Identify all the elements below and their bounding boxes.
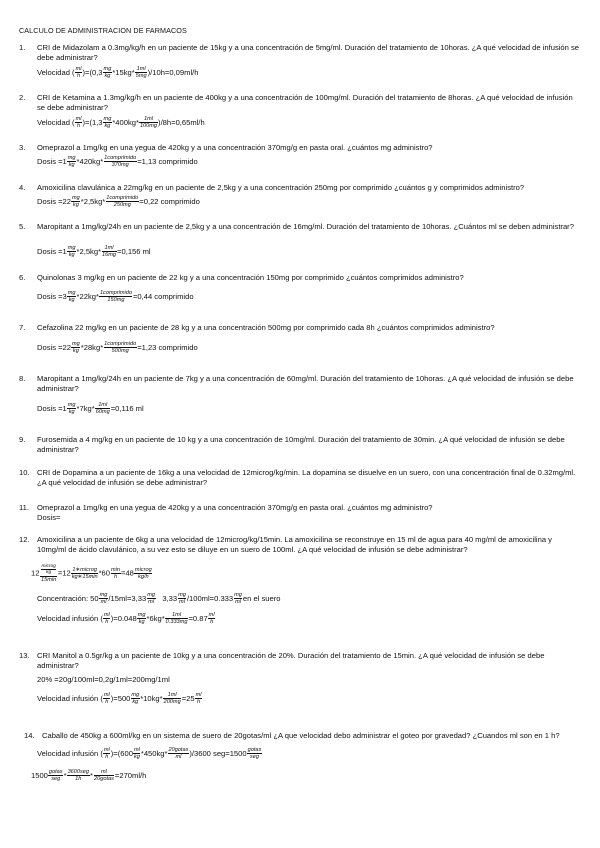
- fraction: $\frac{\text{gotas}}{\text{seg}}$: [48, 769, 63, 783]
- question-number: 10.: [19, 468, 30, 477]
- fraction: $\frac{\text{gotas}}{\text{seg}}$: [247, 747, 262, 761]
- question-5: [19, 222, 579, 232]
- question-number: 9.: [19, 435, 26, 444]
- answer-12-line-2: Concentración: 50 $\frac{mg}{ml}$ /15ml=3,33 $\frac{mg}{ml}$ 3,33 $\frac{mg}{ml}$ /100ml=0.333 $\frac{mg}{ml}$ en el suero: [37, 592, 281, 606]
- question-text: Amoxicilina clavulánica a 22mg/kg en un paciente de 2,5kg y a una concentración 250mg por comprimido ¿cuántos g y comprimidos administro?: [37, 183, 525, 192]
- question-number: 14.: [24, 731, 35, 740]
- page-title: CALCULO DE ADMINISTRACION DE FARMACOS: [19, 26, 187, 35]
- fraction: $\frac{\text{20gotas}}{ml}$: [168, 747, 189, 761]
- answer-4: Dosis =22 $\frac{mg}{kg}$ *2,5kg* $\frac{\text{1comprimido}}{250mg}$ =0,22 comprimido: [37, 195, 200, 209]
- fraction: $\frac{ml}{h}$: [75, 66, 82, 80]
- question-8: [19, 374, 579, 395]
- question-9: [19, 435, 579, 456]
- fraction: $\frac{ml}{h}$: [103, 747, 110, 761]
- fraction: $\frac{\frac{\text{microg}}{kg}}{15\min}$: [41, 564, 57, 583]
- answer-5: Dosis =1 $\frac{mg}{kg}$ *2,5kg* $\frac{1ml}{16mg}$ =0,156 ml: [37, 245, 151, 259]
- fraction: $\frac{mg}{kg}$: [71, 341, 80, 355]
- question-number: 1.: [19, 43, 26, 52]
- fraction: $\frac{\text{3600seg}}{1h}$: [67, 769, 90, 783]
- fraction: $\frac{mg}{kg}$: [103, 66, 112, 80]
- question-number: 4.: [19, 183, 26, 192]
- question-number: 8.: [19, 374, 26, 383]
- question-text: CRI de Ketamina a 1.3mg/kg/h en un paciente de 400kg y a una concentración de 100mg/ml. Duración del tratamiento de 8horas. ¿A qué velocidad de infusión se debe administrar?: [37, 93, 573, 113]
- answer-12-line-3: Velocidad infusión ( $\frac{ml}{h}$ )=0.048 $\frac{mg}{kg}$ *6kg* $\frac{1ml}{0.333mg}$ =0.87 $\frac{ml}{h}$: [37, 612, 215, 626]
- question-10: [19, 468, 579, 489]
- answer-6: Dosis =3 $\frac{mg}{kg}$ *22kg* $\frac{\text{1comprimido}}{150mg}$ =0,44 comprimido: [37, 290, 194, 304]
- fraction: $\frac{1ml}{0.333mg}$: [165, 612, 188, 626]
- fraction: $\frac{mg}{ml}$: [147, 592, 155, 606]
- question-text: Omeprazol a 1mg/kg en una yegua de 420kg y a una concentración 370mg/g en pasta oral. ¿cuántos mg administro?: [37, 503, 433, 512]
- question-number: 7.: [19, 323, 26, 332]
- question-14: [24, 731, 584, 741]
- fraction: $\frac{mg}{kg}$: [71, 195, 80, 209]
- question-text: CRI de Dopamina a un paciente de 16kg a una velocidad de 12microg/kg/min. La dopamina se disuelve en un suero, con una concentración final de 0.32mg/ml. ¿A qué velocidad de infusión se debe administrar?: [37, 468, 576, 488]
- question-number: 2.: [19, 93, 26, 102]
- answer-7: Dosis =22 $\frac{mg}{kg}$ *28kg* $\frac{\text{1comprimido}}{500mg}$ =1,23 comprimido: [37, 341, 198, 355]
- answer-14-line-1: Velocidad infusión ( $\frac{ml}{h}$ )=(600 $\frac{ml}{kg}$ *450kg* $\frac{\text{20gotas}}{ml}$ )/3600 seg=1500 $\frac{\text{gotas}}{\text{seg}}$: [37, 747, 262, 761]
- fraction: $\frac{mg}{kg}$: [137, 612, 146, 626]
- answer-1: Velocidad ( $\frac{ml}{h}$ )=(0,3 $\frac{mg}{kg}$ *15kg* $\frac{1ml}{5mg}$ )/10h=0,09ml/h: [37, 66, 199, 80]
- question-2: [19, 93, 579, 114]
- fraction: $\frac{1ml}{200mg}$: [163, 692, 181, 706]
- answer-13-line-2: Velocidad infusión ( $\frac{ml}{h}$ )=500 $\frac{mg}{kg}$ *10kg* $\frac{1ml}{200mg}$ =25 $\frac{ml}{h}$: [37, 692, 202, 706]
- fraction: $\frac{mg}{ml}$: [234, 592, 242, 606]
- question-number: 3.: [19, 143, 26, 152]
- fraction: $\frac{mg}{kg}$: [67, 245, 76, 259]
- question-text: Amoxicilina a un paciente de 6kg a una velocidad de 12microg/kg/15min. La amoxicilina se reconstruye en 15 ml de agua para 40 mg/ml de amoxicilina y 10mg/ml de ácido clavulánico, a su vez esto se diluye en un suero de 100ml. ¿A qué velocidad de infusión se debe administrar?: [37, 535, 552, 555]
- question-number: 5.: [19, 222, 26, 231]
- question-text: Quinolonas 3 mg/kg en un paciente de 22 kg y a una concentración 150mg por comprimido ¿cuántos comprimidos administro?: [37, 273, 464, 282]
- fraction: $\frac{\text{1comprimido}}{150mg}$: [99, 290, 132, 304]
- fraction: $\frac{\text{microg}}{kg/h}$: [134, 566, 152, 581]
- question-number: 12.: [19, 535, 30, 544]
- question-1: [19, 43, 579, 64]
- fraction: $\frac{mg}{kg}$: [131, 692, 140, 706]
- fraction: $\frac{1ml}{16mg}$: [102, 245, 117, 259]
- question-3: [19, 143, 579, 153]
- fraction: $\frac{\text{1∗microg}}{kg∗15\min}$: [71, 566, 98, 581]
- answer-12-line-1: 12 $\frac{\frac{\text{microg}}{kg}}{15\min}$ =12 $\frac{\text{1∗microg}}{kg∗15\min}$ *60 $\frac{\min}{h}$ =48 $\frac{\text{microg}}{kg/h}$: [31, 564, 152, 583]
- question-text: Maropitant a 1mg/kg/24h en un paciente de 2,5kg y a una concentración de 16mg/ml. Duración del tratamiento de 10horas. ¿Cuántos ml se deben administrar?: [37, 222, 574, 231]
- question-12: [19, 535, 579, 556]
- fraction: $\frac{\text{1comprimido}}{370mg}$: [104, 155, 137, 169]
- fraction: $\frac{1ml}{100mg}$: [139, 116, 158, 130]
- fraction: $\frac{mg}{kg}$: [67, 155, 76, 169]
- fraction: $\frac{1ml}{5mg}$: [135, 66, 147, 80]
- fraction: $\frac{ml}{kg}$: [133, 747, 140, 761]
- question-6: [19, 273, 579, 283]
- fraction: $\frac{\text{microg}}{kg}$: [41, 564, 56, 576]
- answer-8: Dosis =1 $\frac{mg}{kg}$ *7kg* $\frac{1ml}{60mg}$ =0,116 ml: [37, 402, 144, 416]
- fraction: $\frac{\text{1comprimido}}{250mg}$: [106, 195, 139, 209]
- question-text: Omeprazol a 1mg/kg en una yegua de 420kg y a una concentración 370mg/g en pasta oral. ¿cuántos mg administro?: [37, 143, 433, 152]
- question-11: [19, 503, 579, 513]
- fraction: $\frac{ml}{h}$: [103, 612, 110, 626]
- question-text: CRI Manitol a 0.5gr/kg a un paciente de 10kg y a una concentración de 20%. Duración del tratamiento de 15min. ¿A qué velocidad de infusión se debe administrar?: [37, 651, 545, 671]
- fraction: $\frac{ml}{h}$: [195, 692, 202, 706]
- fraction: $\frac{ml}{h}$: [75, 116, 82, 130]
- fraction: $\frac{mg}{kg}$: [103, 116, 112, 130]
- answer-13-line-1: 20% =20g/100ml=0,2g/1ml=200mg/1ml: [37, 675, 170, 684]
- question-number: 6.: [19, 273, 26, 282]
- fraction: $\frac{\min}{h}$: [111, 566, 121, 581]
- question-4: [19, 183, 579, 193]
- question-7: [19, 323, 579, 333]
- fraction: $\frac{ml}{\text{20gotas}}$: [94, 769, 114, 783]
- fraction: $\frac{mg}{ml}$: [99, 592, 108, 606]
- fraction: $\frac{mg}{kg}$: [67, 402, 76, 416]
- fraction: $\frac{mg}{ml}$: [178, 592, 186, 606]
- question-number: 13.: [19, 651, 30, 660]
- question-text: Caballo de 450kg a 600ml/kg en un sistema de suero de 20gotas/ml ¿A que velocidad debo administrar el goteo por gravedad? ¿Cuandos ml son en 1 h?: [42, 731, 560, 740]
- question-text: Furosemida a 4 mg/kg en un paciente de 10 kg y a una concentración de 10mg/ml. Duración del tratamiento de 30min. ¿A qué velocidad de infusión se debe administrar?: [37, 435, 565, 455]
- question-text: Maropitant a 1mg/kg/24h en un paciente de 7kg y a una concentración de 60mg/ml. Duración del tratamiento de 10horas. ¿A qué velocidad de infusión se debe administrar?: [37, 374, 574, 394]
- question-13: [19, 651, 579, 672]
- answer-3: Dosis =1 $\frac{mg}{kg}$ *420kg* $\frac{\text{1comprimido}}{370mg}$ =1,13 comprimido: [37, 155, 198, 169]
- question-text: Cefazolina 22 mg/kg en un paciente de 28 kg y a una concentración 500mg por comprimido cada 8h ¿cuántos comprimidos administro?: [37, 323, 495, 332]
- answer-14-line-2: 1500 $\frac{\text{gotas}}{\text{seg}}$ * $\frac{\text{3600seg}}{1h}$ * $\frac{ml}{\text{20gotas}}$ =270ml/h: [31, 769, 147, 783]
- fraction: $\frac{ml}{h}$: [103, 692, 110, 706]
- fraction: $\frac{mg}{kg}$: [67, 290, 76, 304]
- fraction: $\frac{ml}{h}$: [208, 612, 215, 626]
- answer-11: Dosis=: [37, 513, 61, 522]
- fraction: $\frac{1ml}{60mg}$: [95, 402, 110, 416]
- fraction: $\frac{\text{1comprimido}}{500mg}$: [104, 341, 137, 355]
- answer-2: Velocidad ( $\frac{ml}{h}$ )=(1,3 $\frac{mg}{kg}$ *400kg* $\frac{1ml}{100mg}$ )/8h=0,65ml/h: [37, 116, 205, 130]
- question-number: 11.: [19, 503, 29, 512]
- question-text: CRI de Midazolam a 0.3mg/kg/h en un paciente de 15kg y a una concentración de 5mg/ml. Duración del tratamiento de 10horas. ¿A qué velocidad de infusión se debe administrar?: [37, 43, 580, 63]
